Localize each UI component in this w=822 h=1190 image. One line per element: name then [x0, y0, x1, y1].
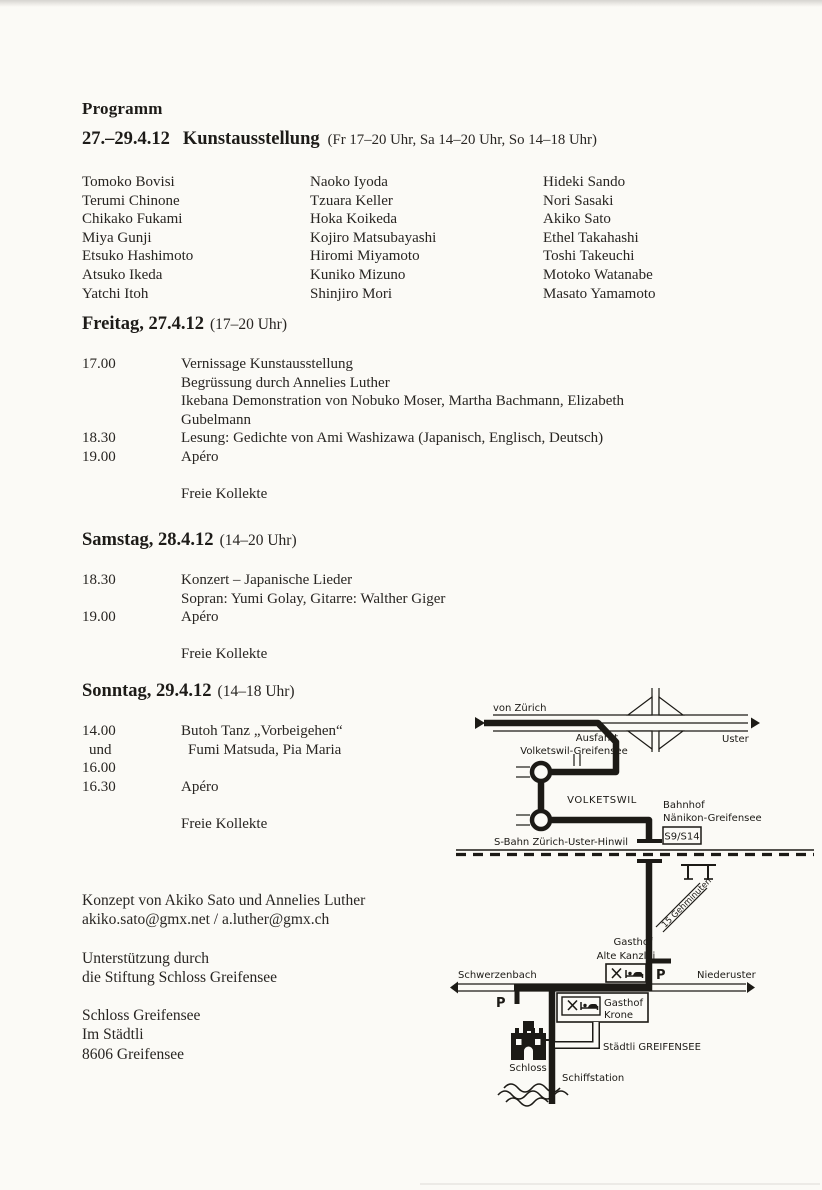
artist-name: Yatchi Itoh [82, 285, 149, 302]
artist-name: Etsuko Hashimoto [82, 248, 194, 265]
collection-note: Freie Kollekte [181, 646, 268, 663]
map-label-gasthof-kanzlei: Gasthof [613, 937, 653, 948]
schedule-text: Lesung: Gedichte von Ami Washizawa (Japanisch, Englisch, Deutsch) [181, 430, 604, 447]
schedule-time [82, 392, 181, 411]
map-label-volketswil: VOLKETSWIL [567, 795, 637, 806]
schedule-row [82, 411, 742, 430]
schedule-time: 17.00 [82, 356, 116, 372]
section-sunday [82, 681, 452, 834]
parking-label: P [656, 968, 666, 983]
sbahn-badge-label: S9/S14 [664, 831, 700, 843]
section-saturday [82, 530, 742, 664]
address-block [82, 1006, 200, 1064]
concept-block [82, 891, 365, 930]
exhibition-name: Kunstausstellung [182, 129, 320, 149]
schedule-text: Apéro [181, 448, 219, 465]
schedule-time: 16.30 [82, 778, 116, 795]
schedule-row [82, 722, 452, 741]
contact-emails: akiko.sato@gmx.net / a.luther@gmx.ch [82, 911, 330, 929]
artist-name: Miya Gunji [82, 229, 152, 246]
address-line: Schloss Greifensee [82, 1007, 201, 1024]
friday-schedule [82, 355, 742, 504]
support-line: die Stiftung Schloss Greifensee [82, 969, 278, 987]
schedule-time: 16.00 [82, 760, 116, 777]
schedule-note-row [82, 485, 742, 504]
highway-interchange-icon [628, 688, 683, 752]
schedule-time [82, 374, 181, 393]
artist-name: Tomoko Bovisi [82, 174, 175, 190]
schedule-time: 18.30 [82, 572, 116, 588]
schedule-row [82, 392, 742, 411]
main-road [456, 984, 746, 991]
map-label-ausfahrt: Ausfahrt [575, 733, 619, 744]
map-label-von-zurich: von Zürich [493, 703, 547, 714]
artist-name: Terumi Chinone [82, 192, 180, 209]
address-line: 8606 Greifensee [82, 1045, 184, 1063]
water-waves-icon [498, 1084, 568, 1106]
schedule-row [82, 448, 742, 467]
location-map [450, 684, 822, 1114]
bridge-icon [681, 865, 716, 879]
friday-header [82, 314, 742, 335]
schedule-row [82, 759, 452, 778]
artist-name: Shinjiro Mori [310, 285, 393, 302]
artist-name: Atsuko Ikeda [82, 266, 163, 283]
schedule-note-row [82, 645, 742, 664]
saturday-schedule [82, 571, 742, 664]
arrow-to-uster-icon [751, 718, 760, 729]
artist-name: Kojiro Matsubayashi [310, 229, 437, 246]
artist-list [82, 173, 762, 303]
schedule-text: Apéro [181, 778, 219, 795]
schedule-text [181, 759, 452, 778]
exhibition-dates: 27.–29.4.12 [82, 129, 170, 149]
artist-column-3 [543, 173, 656, 303]
arrow-to-schwerzenbach-icon [450, 982, 458, 994]
artist-name: Nori Sasaki [543, 192, 614, 209]
map-label-uster: Uster [722, 734, 749, 745]
schedule-row [82, 741, 452, 760]
sunday-schedule [82, 722, 452, 834]
map-label-gasthof-kanzlei-2: Alte Kanzlei [596, 951, 656, 962]
map-label-schloss: Schloss [509, 1063, 547, 1074]
map-label-niederuster: Niederuster [697, 970, 756, 981]
artist-name: Hiromi Miyamoto [310, 248, 420, 265]
schedule-text: Vernissage Kunstausstellung [181, 356, 354, 372]
schedule-text: Konzert – Japanische Lieder [181, 572, 353, 588]
artist-name: Akiko Sato [543, 211, 611, 228]
schedule-text: Apéro [181, 609, 219, 626]
schedule-row [82, 778, 452, 797]
map-label-bahnhof-2: Nänikon-Greifensee [663, 813, 762, 824]
collection-note: Freie Kollekte [181, 486, 268, 503]
roundabout-icon [516, 811, 550, 829]
friday-hours: (17–20 Uhr) [209, 316, 288, 333]
friday-title: Freitag, 27.4.12 [82, 314, 204, 334]
schedule-text: Butoh Tanz „Vorbeigehen“ [181, 723, 343, 739]
artist-name: Masato Yamamoto [543, 285, 656, 302]
map-label-staedtli: Städtli GREIFENSEE [603, 1042, 701, 1053]
map-label-schiffstation: Schiffstation [562, 1073, 625, 1084]
map-label-gasthof-krone: Gasthof [604, 998, 643, 1009]
artist-name: Ethel Takahashi [543, 229, 639, 246]
saturday-header [82, 530, 742, 551]
schedule-row [82, 608, 742, 627]
schedule-time: 19.00 [82, 448, 116, 465]
schedule-row [82, 590, 742, 609]
map-label-bahnhof: Bahnhof [663, 800, 705, 811]
map-label-schwerzenbach: Schwerzenbach [458, 970, 537, 981]
support-line: Unterstützung durch [82, 950, 209, 967]
artist-name: Hoka Koikeda [310, 211, 398, 228]
scan-smudge [420, 1183, 820, 1185]
roundabout-icon [516, 763, 550, 781]
schedule-row [82, 571, 742, 590]
artist-name: Kuniko Mizuno [310, 266, 406, 283]
artist-column-1 [82, 173, 310, 303]
parking-label: P [496, 996, 506, 1011]
arrow-to-niederuster-icon [747, 982, 755, 993]
artist-column-2 [310, 173, 543, 303]
schedule-time: 19.00 [82, 609, 116, 626]
sunday-hours: (14–18 Uhr) [217, 683, 295, 700]
sunday-header [82, 681, 452, 702]
exhibition-header [82, 129, 597, 150]
schedule-time: und [89, 741, 112, 758]
schedule-text: Fumi Matsuda, Pia Maria [188, 741, 342, 758]
artist-name: Hideki Sando [543, 174, 626, 190]
scan-edge-shadow [0, 0, 822, 7]
schedule-note-row [82, 815, 452, 834]
sunday-title: Sonntag, 29.4.12 [82, 681, 212, 701]
map-label-gasthof-krone-2: Krone [604, 1010, 634, 1021]
artist-name: Chikako Fukami [82, 211, 183, 228]
schedule-time: 18.30 [82, 430, 116, 447]
schedule-row [82, 429, 742, 448]
artist-name: Toshi Takeuchi [543, 248, 635, 265]
exhibition-hours: (Fr 17–20 Uhr, Sa 14–20 Uhr, So 14–18 Uhr) [327, 132, 597, 148]
section-friday [82, 314, 742, 504]
restaurant-bed-icon [606, 964, 646, 982]
arrow-from-zurich-icon [475, 717, 485, 729]
schedule-text: Ikebana Demonstration von Nobuko Moser, Martha Bachmann, Elizabeth [181, 393, 625, 410]
schedule-row [82, 374, 742, 393]
schedule-time [82, 411, 181, 430]
collection-note: Freie Kollekte [181, 815, 268, 832]
schedule-text: Sopran: Yumi Golay, Gitarre: Walther Giger [181, 590, 446, 607]
schedule-row [82, 355, 742, 374]
artist-name: Naoko Iyoda [310, 174, 388, 190]
page-title: Programm [82, 99, 163, 119]
schedule-text: Gubelmann [181, 411, 251, 428]
staedtli-lane [555, 1022, 596, 1045]
support-block [82, 949, 277, 988]
artist-name: Tzuara Keller [310, 192, 393, 209]
saturday-title: Samstag, 28.4.12 [82, 530, 214, 550]
schedule-time [82, 590, 181, 609]
schedule-time: 14.00 [82, 723, 116, 739]
castle-icon [511, 1021, 546, 1060]
address-line: Im Städtli [82, 1026, 144, 1044]
schedule-text: Begrüssung durch Annelies Luther [181, 374, 390, 391]
map-label-sbahn-line: S-Bahn Zürich-Uster-Hinwil [494, 837, 629, 848]
concept-line: Konzept von Akiko Sato und Annelies Luther [82, 892, 366, 909]
saturday-hours: (14–20 Uhr) [219, 532, 297, 549]
map-label-ausfahrt-2: Volketswil-Greifensee [520, 746, 628, 757]
map-label-gehminuten: 15 Gehminuten [660, 876, 714, 931]
artist-name: Motoko Watanabe [543, 266, 653, 283]
